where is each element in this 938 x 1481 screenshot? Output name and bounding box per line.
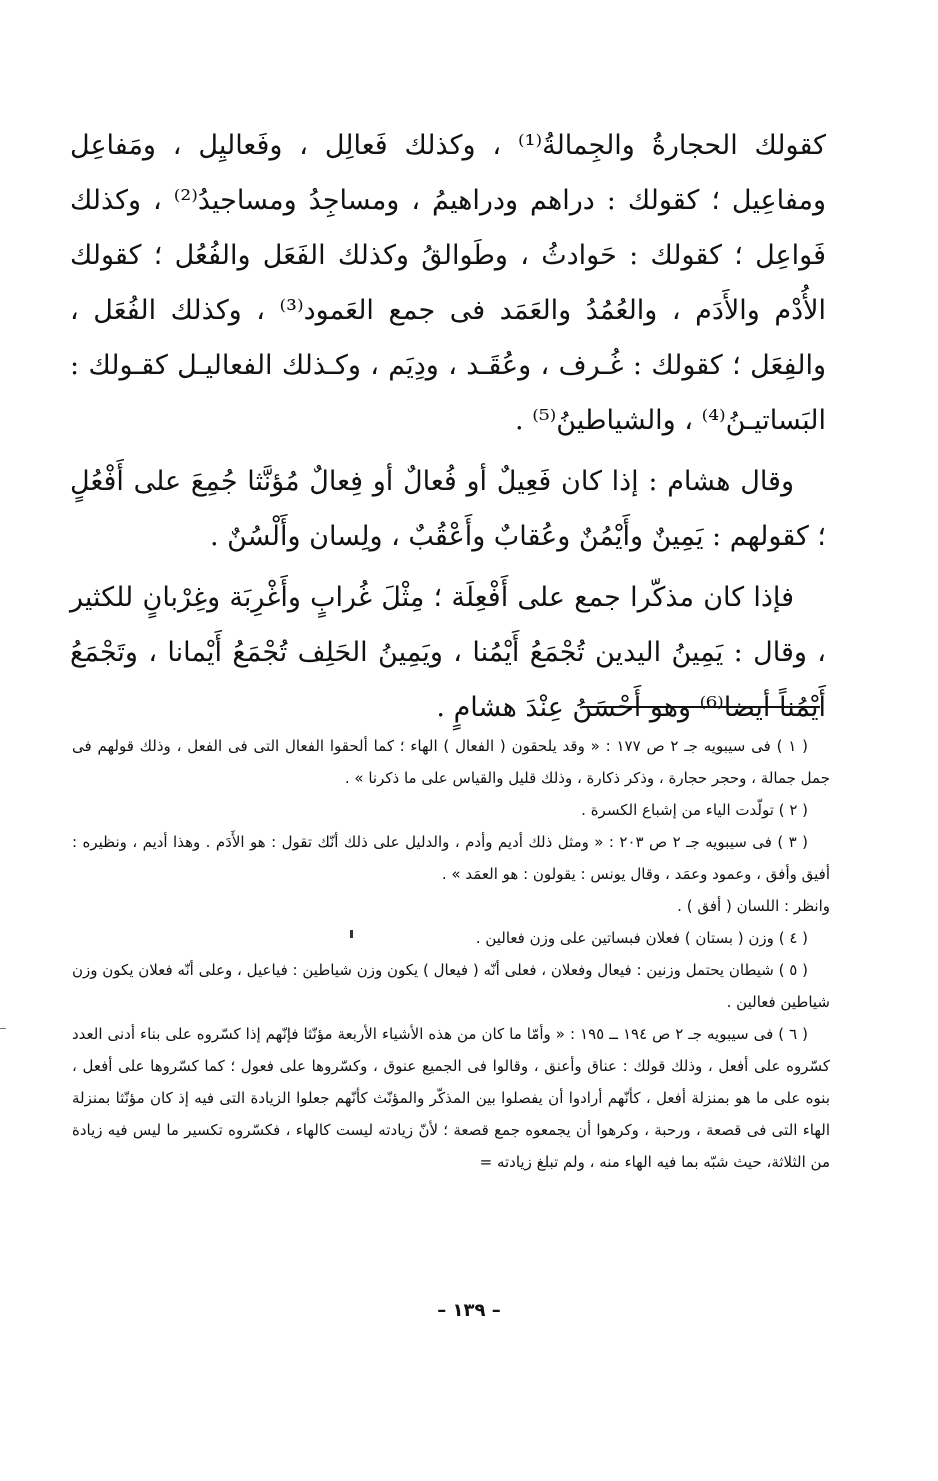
body-paragraph-2: وقال هشام : إذا كان فَعِيلٌ أو فُعالٌ أو فِعالٌ مُؤنَّثا جُمِعَ على أَفْعُلٍ ؛ كقولهم : يَمِينٌ وأَيْمُنٌ وعُقابٌ وأَعْقُبٌ ، ولِسان وأَلْسُنٌ . (70, 466, 826, 552)
footnote-6: ( ٦ ) فى سيبويه جـ ٢ ص ١٩٤ ــ ١٩٥ : « وأمّا ما كان من هذه الأشياء الأربعة مؤنّثا فإنّهم إذا كسّروه على بناء أدنى العدد كسّروه على أفعل ، وذلك قولك : عناق وأعنق ، وقالوا فى الجميع عنوق ، وكسّروها على فعول ؛ كما كسّروها على أفعل ، بنوه على ما هو بمنزلة أفعل ، كأنّهم أرادوا أن يفصلوا بين المذكّر والمؤنّث كأنّهم جعلوا الزيادة التى فيه إذ كان مؤنّثا بمنزلة الهاء التى فى قصعة ، ورحبة ، وكرهوا أن يجمعوه جمع قصعة ؛ لأنّ زيادته ليست كالهاء ، فكسّروه تكسير ما ليس فيه زيادة من الثلاثة، حيث شبّه بما فيه الهاء منه ، ولم تبلغ زيادته = (72, 1025, 830, 1171)
footnotes (72, 730, 830, 1178)
footnote-4: ( ٤ ) وزن ( بستان ) فعلان فبساتين على وزن فعالين . (475, 929, 808, 947)
body-paragraph-3: فإذا كان مذكّرا جمع على أَفْعِلَة ؛ مِثْلَ غُرابٍ وأَغْرِبَة وغِرْبانٍ للكثير ، وقال : يَمِينُ اليدين تُجْمَعُ أَيْمُنا ، ويَمِينُ الحَلِف تُجْمَعُ أَيْمانا ، وتَجْمَعُ أَيْمُناً أيضا⁽⁶⁾ وهو أَحْسَنُ عِنْدَ هشامٍ . (70, 582, 826, 723)
page-number: – ١٣٩ – (437, 1300, 501, 1321)
footnote-3-see-also: وانظر : اللسان ( أفق ) . (677, 897, 830, 915)
footnote-separator (582, 706, 820, 708)
stray-ink-mark (350, 930, 353, 938)
footnote-2: ( ٢ ) تولّدت الياء من إشباع الكسرة . (581, 801, 808, 819)
footnote-1: ( ١ ) فى سيبويه جـ ٢ ص ١٧٧ : « وقد يلحقون ( الفعال ) الهاء ؛ كما ألحقوا الفعال التى فى الفعل ، وذلك قولهم فى جمل جمالة ، وحجر حجارة ، وذكر ذكارة ، وذلك قليل والقياس على ما ذكرنا » . (72, 737, 830, 787)
body-paragraph-1: كقولك الحجارةُ والجِمالةُ⁽¹⁾ ، وكذلك فَعالِل ، وفَعاليِل ، ومَفاعِل ومفاعِيل ؛ كقولك : دراهم ودراهيمُ ، ومساجِدُ ومساجيدُ⁽²⁾ ، وكذلك فَواعِل ؛ كقولك : حَوادثُ ، وطَوالقُ وكذلك الفَعَل والفُعُل ؛ كقولك الأُدْم والأَدَم ، والعُمُدُ والعَمَد فى جمع العَمود⁽³⁾ ، وكذلك الفُعَل ، والفِعَل ؛ كقولك : غُـرف ، وعُقَـد ، ودِيَم ، وكـذلك الفعاليـل كقـولك : البَساتيـنُ⁽⁴⁾ ، والشياطينُ⁽⁵⁾ . (70, 130, 826, 436)
footnote-5: ( ٥ ) شيطان يحتمل وزنين : فيعال وفعلان ، فعلى أنّه ( فيعال ) يكون وزن شياطين : فياعيل ، وعلى أنّه فعلان يكون وزن شياطين فعالين . (72, 961, 830, 1011)
main-text (70, 118, 826, 735)
scan-edge-mark (0, 1028, 6, 1029)
footnote-3: ( ٣ ) فى سيبويه جـ ٢ ص ٢٠٣ : « ومثل ذلك أديم وأدم ، والدليل على ذلك أنّك تقول : هو الأَدَم . وهذا أديم ، ونظيره : أفيق وأفق ، وعمود وعمَد ، وقال يونس : يقولون : هو العمَد » . (72, 833, 830, 883)
